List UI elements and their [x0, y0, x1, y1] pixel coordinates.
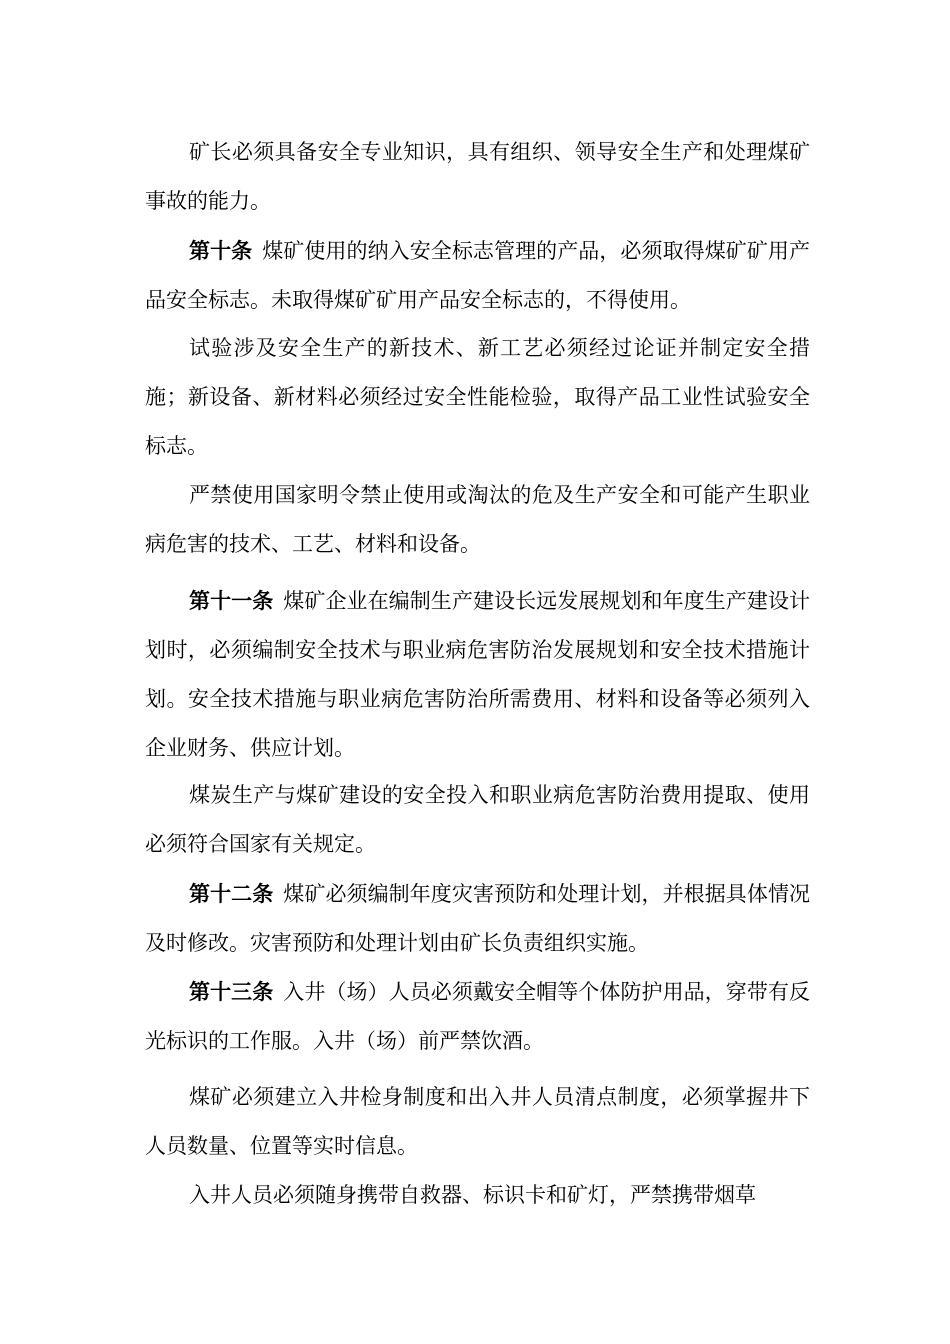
article-heading: 第十条: [189, 238, 253, 263]
paragraph-text: 煤矿使用的纳入安全标志管理的产品，必须取得煤矿矿用产品安全标志。未取得煤矿矿用产品安全标志的，不得使用。: [145, 239, 811, 312]
paragraph-personnel-check: [145, 1073, 810, 1171]
paragraph-text: 煤矿必须建立入井检身制度和出入井人员清点制度，必须掌握井下人员数量、位置等实时信息。: [145, 1085, 810, 1158]
paragraph-article-11: [145, 576, 810, 773]
paragraph-prohibited-equipment: [145, 471, 810, 569]
article-heading: 第十二条: [189, 881, 274, 906]
paragraph-text: 严禁使用国家明令禁止使用或淘汰的危及生产安全和可能产生职业病危害的技术、工艺、材料和设备。: [145, 483, 810, 556]
paragraph-text: 煤炭生产与煤矿建设的安全投入和职业病危害防治费用提取、使用必须符合国家有关规定。: [145, 783, 810, 856]
paragraph-new-technology: [145, 324, 810, 471]
paragraph-self-rescuer: [145, 1171, 810, 1220]
paragraph-article-12: [145, 869, 810, 968]
paragraph-article-13: [145, 967, 810, 1066]
paragraph-text: 试验涉及安全生产的新技术、新工艺必须经过论证并制定安全措施；新设备、新材料必须经过安全性能检验，取得产品工业性试验安全标志。: [145, 336, 810, 458]
paragraph-text: 入井人员必须随身携带自救器、标识卡和矿灯，严禁携带烟草: [189, 1183, 756, 1207]
paragraph-text: 煤矿企业在编制生产建设长远发展规划和年度生产建设计划时，必须编制安全技术与职业病危害防治发展规划和安全技术措施计划。安全技术措施与职业病危害防治所需费用、材料和设备等必须列入企业财务、供应计划。: [145, 589, 811, 760]
paragraph-article-10: [145, 226, 810, 325]
article-heading: 第十一条: [189, 588, 274, 613]
paragraph-mine-manager: [145, 128, 810, 226]
article-heading: 第十三条: [189, 979, 274, 1004]
paragraph-text: 入井（场）人员必须戴安全帽等个体防护用品，穿带有反光标识的工作服。入井（场）前严禁饮酒。: [145, 980, 811, 1053]
paragraph-text: 矿长必须具备安全专业知识，具有组织、领导安全生产和处理煤矿事故的能力。: [145, 140, 810, 213]
paragraph-text: 煤矿必须编制年度灾害预防和处理计划，并根据具体情况及时修改。灾害预防和处理计划由矿长负责组织实施。: [145, 882, 811, 955]
paragraph-safety-investment: [145, 771, 810, 869]
